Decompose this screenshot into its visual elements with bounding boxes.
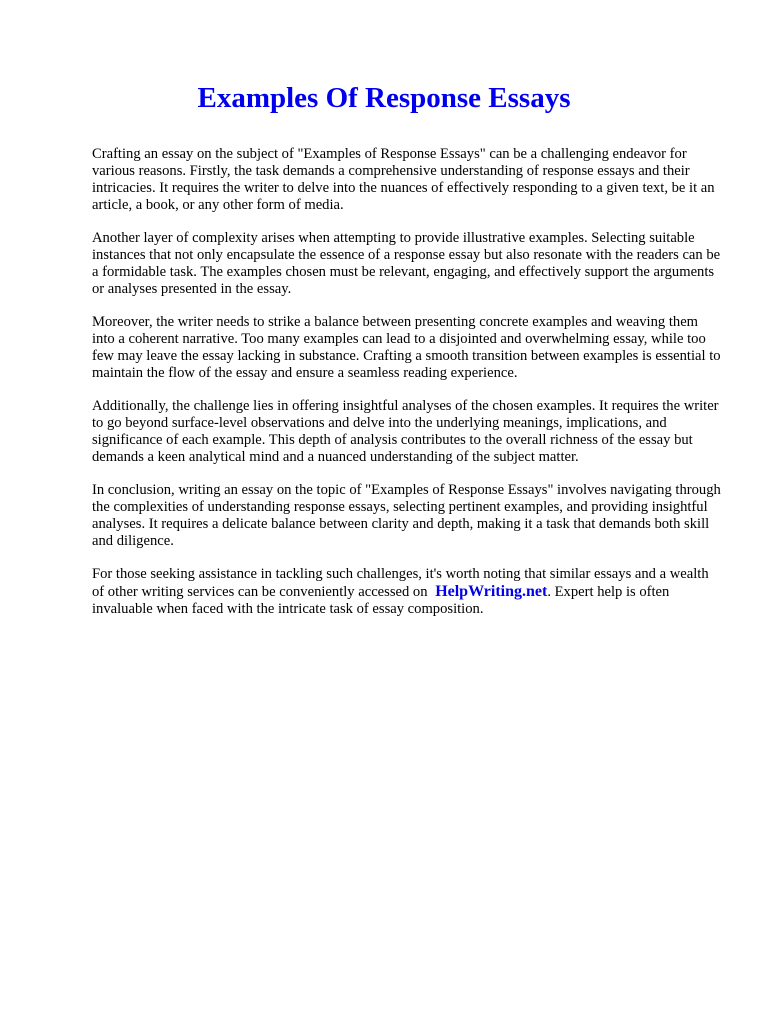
paragraph-4: Additionally, the challenge lies in offering insightful analyses of the chosen examples. It requires the writer to go beyond surface-level observations and delve into the underlying meanings, implications, and significance of each example. This depth of analysis contributes to the overall richness of the essay but demands a keen analytical mind and a nuanced understanding of the subject matter.	[92, 398, 719, 465]
paragraph-5: In conclusion, writing an essay on the topic of "Examples of Response Essays" involves navigating through the complexities of understanding response essays, selecting pertinent examples, and providing insightful analyses. It requires a delicate balance between clarity and depth, making it a task that demands both skill and diligence.	[92, 482, 721, 549]
paragraph-3: Moreover, the writer needs to strike a balance between presenting concrete examples and weaving them into a coherent narrative. Too many examples can lead to a disjointed and overwhelming essay, while too few may leave the essay lacking in substance. Crafting a smooth transition between examples is essential to maintain the flow of the essay and ensure a seamless reading experience.	[92, 314, 721, 381]
closing-text-after-link: . Expert help is often invaluable when faced with the intricate task of essay composition.	[92, 584, 670, 617]
paragraph-1: Crafting an essay on the subject of "Examples of Response Essays" can be a challenging endeavor for various reasons. Firstly, the task demands a comprehensive understanding of response essays and their intricacies. It requires the writer to delve into the nuances of effectively responding to a given text, be it an article, a book, or any other form of media.	[92, 146, 715, 213]
closing-paragraph	[92, 566, 722, 618]
paragraph-2: Another layer of complexity arises when attempting to provide illustrative examples. Selecting suitable instances that not only encapsulate the essence of a response essay but also resonate with the readers can be a formidable task. The examples chosen must be relevant, engaging, and effectively support the arguments or analyses presented in the essay.	[92, 230, 721, 297]
page-title: Examples Of Response Essays	[197, 82, 571, 114]
helpwriting-link[interactable]: HelpWriting.net	[435, 583, 548, 600]
closing-text-before-link: For those seeking assistance in tackling such challenges, it's worth noting that similar essays and a wealth of other writing services can be conveniently accessed on	[92, 566, 709, 600]
essay-body	[92, 146, 722, 634]
